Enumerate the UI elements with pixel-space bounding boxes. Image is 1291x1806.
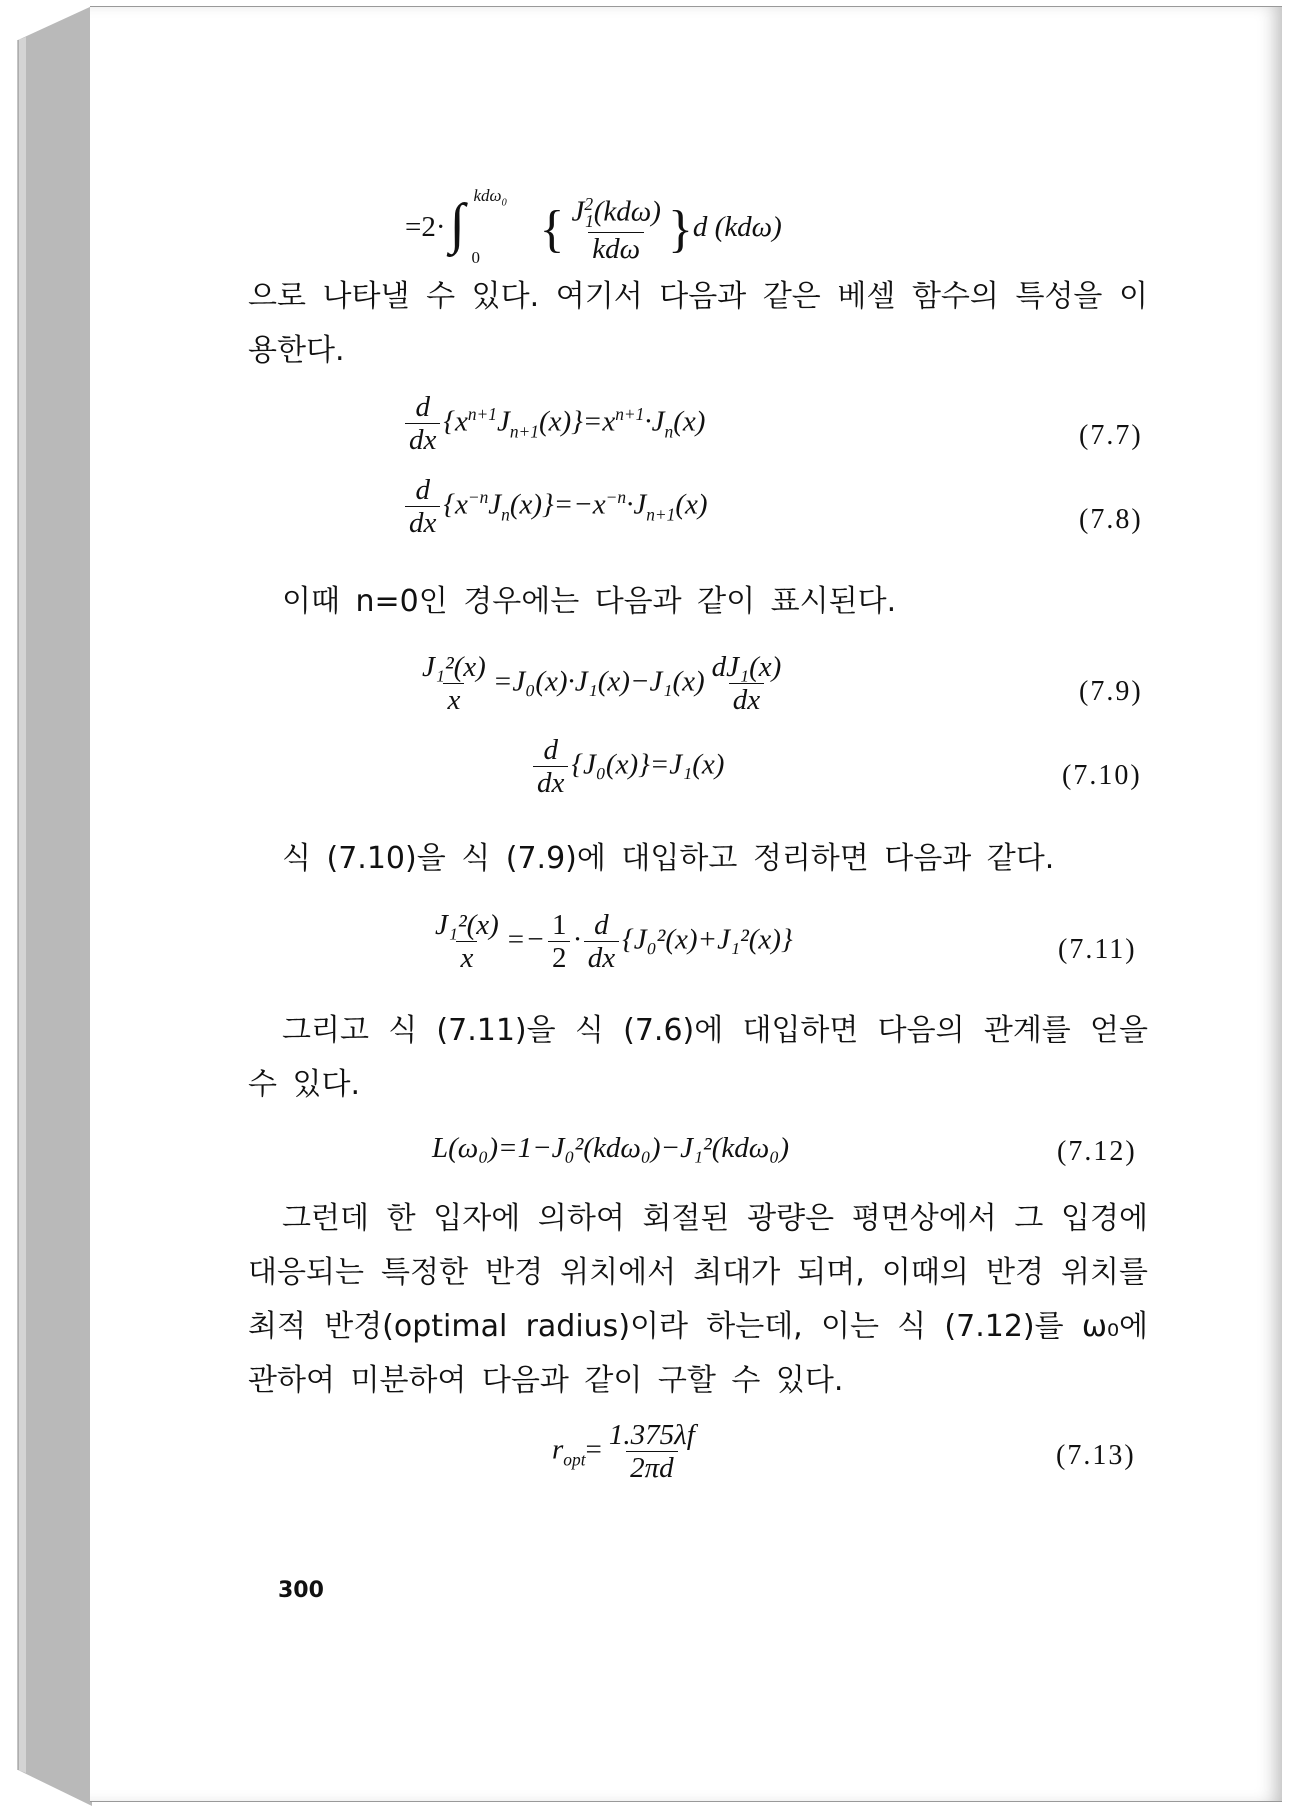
- equation-number-7-12: (7.12): [1057, 1136, 1137, 1167]
- paragraph-2: 이때 n=0인 경우에는 다음과 같이 표시된다.: [282, 584, 897, 619]
- page-number: 300: [278, 1578, 324, 1603]
- equation-7-7: $\frac{d}{dx}$ $\{x^{n+1}J_{n+1}(x)\}=x^{n+1}\cdot J_n(x)$: [402, 392, 705, 456]
- equation-number-7-9: (7.9): [1079, 676, 1143, 707]
- paragraph-1: 으로 나타낼 수 있다. 여기서 다음과 같은 베셀 함수의 특성을 이용한다.: [248, 279, 1148, 368]
- equation-7-11: $\frac{\text{J₁²(x)}}{x}$ =− $\frac{1}{2}$ · $\frac{d}{dx}$ {J₀²(x)+J₁²(x)}: [435, 909, 793, 975]
- equation-7-12: L(ω₀)=1−J₀²(kdω₀)−J₁²(kdω₀): [432, 1132, 789, 1164]
- equation-number-7-10: (7.10): [1062, 760, 1142, 791]
- equation-top: =2· ∫ kdω$_0$ 0 { $\frac{J^2_1(kd\omega)}{\text{kdω}}$ }d (kdω): [405, 185, 782, 267]
- equation-number-7-13: (7.13): [1056, 1440, 1136, 1471]
- paragraph-3: 식 (7.10)을 식 (7.9)에 대입하고 정리하면 다음과 같다.: [282, 841, 1055, 876]
- paragraph-4: 그리고 식 (7.11)을 식 (7.6)에 대입하면 다음의 관계를 얻을 수 있다.: [248, 1013, 1148, 1102]
- equation-7-13: $r_{opt}=$ $\frac{1.375\lambda f}{2\pi d}$: [552, 1419, 695, 1485]
- paragraph-5: 그런데 한 입자에 의하여 회절된 광량은 평면상에서 그 입경에 대응되는 특정한 반경 위치에서 최대가 되며, 이때의 반경 위치를 최적 반경(optimal radius)이라 하는데, 이는 식 (7.12)를 ω₀에 관하여 미분하여 다음과 같이 구할 수 있다.: [248, 1201, 1148, 1398]
- equation-7-8: $\frac{d}{dx}$ $\{x^{-n}J_n(x)\}=-x^{-n}\cdot J_{n+1}(x)$: [402, 475, 708, 539]
- equation-7-9: $\frac{\text{J₁²(x)}}{x}$ =J₀(x)·J₁(x)−J₁(x) $\frac{\text{dJ₁(x)}}{dx}$: [422, 651, 782, 717]
- book-spine: [0, 0, 92, 1806]
- equation-number-7-7: (7.7): [1079, 420, 1143, 451]
- equation-number-7-8: (7.8): [1079, 504, 1143, 535]
- equation-7-10: $\frac{d}{dx}$ {J₀(x)}=J₁(x): [530, 735, 724, 799]
- equation-number-7-11: (7.11): [1058, 934, 1137, 965]
